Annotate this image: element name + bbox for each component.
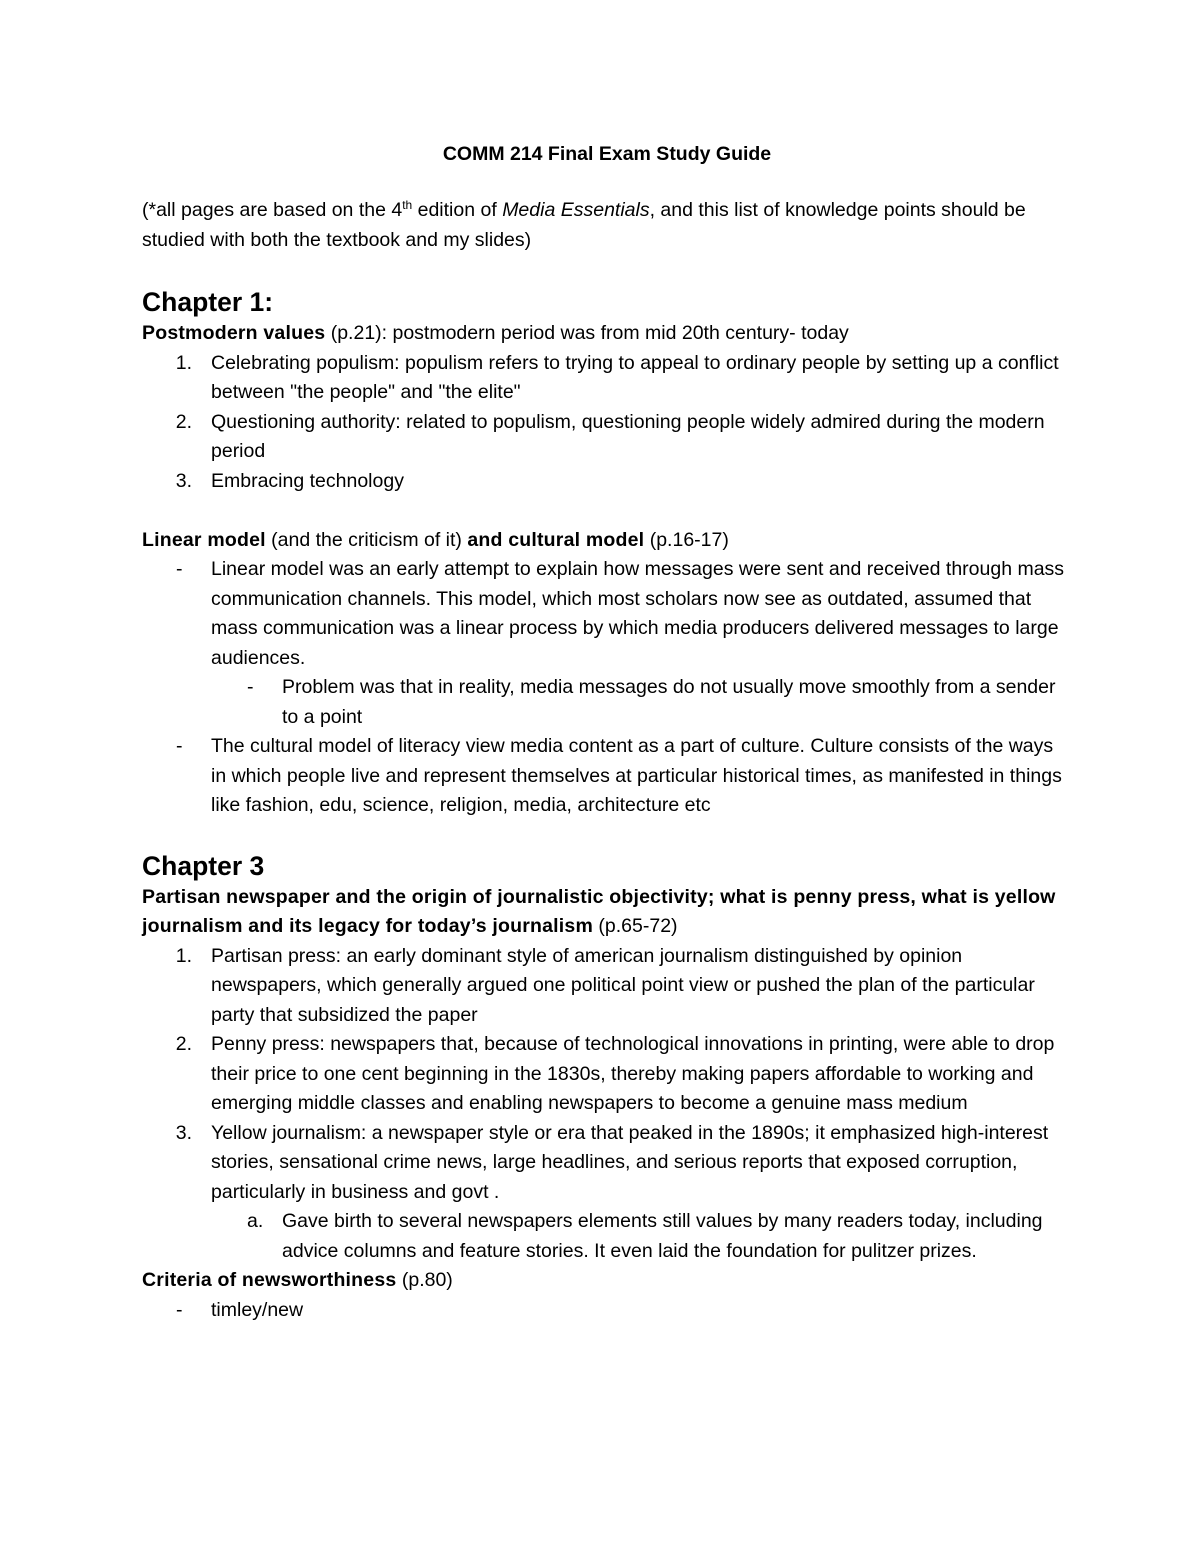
models-heading-pages: (p.16-17) [644,528,729,551]
models-list [142,555,1072,673]
list-item [142,1119,1072,1208]
models-sublist [142,673,1072,732]
intro-book-title: Media Essentials [502,199,650,221]
postmodern-values-label: Postmodern values [142,322,326,344]
list-item-text: Gave birth to several newspapers elements still values by many readers today, including advice columns and feature stories. It even laid the foundation for pulitzer prizes. [282,1210,1043,1262]
list-item-text: Questioning authority: related to populism, questioning people widely admired during the modern period [211,410,1045,462]
yellow-journalism-sublist [142,1207,1072,1266]
postmodern-values-list [142,349,1072,497]
list-item [142,555,1072,673]
postmodern-values-text: (p.21): postmodern period was from mid 20th century- today [325,322,849,344]
partisan-newspaper-pages: (p.65-72) [593,915,678,937]
intro-note [142,196,1072,255]
list-marker: 1. [175,944,192,967]
list-item [142,732,1072,821]
list-item-text: Partisan press: an early dominant style of american journalism distinguished by opinion newspapers, which generally argued one political point view or pushed the plan of the particular party that subsidized the paper [211,944,1035,1026]
partisan-newspaper-label: Partisan newspaper and the origin of journalistic objectivity; what is penny press, what is yellow journalism and its legacy for today’s journalism [142,885,1056,937]
linear-model-label: Linear model [142,528,266,551]
list-marker: - [176,558,183,580]
intro-post: , and this list of knowledge points should be studied with both the textbook and my slides) [142,199,1026,251]
intro-mid: edition of [412,199,503,221]
list-marker: - [247,676,254,698]
cultural-model-label: and cultural model [467,528,645,551]
blank-line [142,496,1072,526]
list-item-text: Penny press: newspapers that, because of technological innovations in printing, were able to drop their price to one cent beginning in the 1830s, thereby making papers affordable to working and emerging middle classes and enabling newspapers to become a genuine mass medium [211,1033,1055,1114]
partisan-newspaper-list [142,942,1072,1208]
newsworthiness-pages: (p.80) [396,1269,453,1291]
list-item [142,349,1072,408]
list-item [142,942,1072,1031]
list-item-text: timley/new [211,1298,304,1321]
models-heading-mid: (and the criticism of it) [265,528,468,551]
list-item-text: The cultural model of literacy view media content as a part of culture. Culture consists of the ways in which people live and represent themselves at particular historical times, as manifested in things like fashion, edu, science, religion, media, architecture etc [211,735,1062,816]
models-list-continued [142,732,1072,821]
document-title: COMM 214 Final Exam Study Guide [442,143,772,165]
list-item [142,1030,1072,1119]
chapter-1-heading: Chapter 1: [142,287,274,317]
list-marker: 2. [175,410,192,433]
list-marker: 3. [175,1121,192,1144]
list-marker: 3. [175,469,192,492]
chapter-3-heading: Chapter 3 [142,850,265,881]
list-marker: 1. [175,351,192,374]
list-item [142,1296,1072,1326]
list-item [142,408,1072,467]
list-item-text: Linear model was an early attempt to explain how messages were sent and received through mass communication channels. This model, which most scholars now see as outdated, assumed that mass communication was a linear process by which media producers delivered messages to large audiences. [211,558,1065,669]
partisan-newspaper-heading [142,883,1072,942]
intro-pre: (*all pages are based on the 4 [142,199,403,221]
list-marker: - [176,735,183,757]
list-item-text: Problem was that in reality, media messages do not usually move smoothly from a sender to a point [282,676,1056,728]
list-marker: a. [247,1210,264,1232]
models-heading [142,526,1072,556]
newsworthiness-label: Criteria of newsworthiness [142,1269,397,1291]
postmodern-values-heading [142,319,1072,349]
newsworthiness-list [142,1296,1072,1326]
newsworthiness-heading [142,1266,1072,1296]
intro-superscript: th [402,198,413,212]
list-item [142,467,1072,497]
list-item-text: Embracing technology [211,469,404,492]
document-body [142,140,1072,1325]
list-marker: - [176,1298,183,1321]
list-item-text: Yellow journalism: a newspaper style or era that peaked in the 1890s; it emphasized high-interest stories, sensational crime news, large headlines, and serious reports that exposed corruption, particularly in business and govt . [211,1121,1049,1203]
list-item [142,673,1072,732]
list-item-text: Celebrating populism: populism refers to trying to appeal to ordinary people by setting up a conflict between "the people" and "the elite" [211,351,1059,403]
list-item [142,1207,1072,1266]
list-marker: 2. [175,1033,192,1055]
